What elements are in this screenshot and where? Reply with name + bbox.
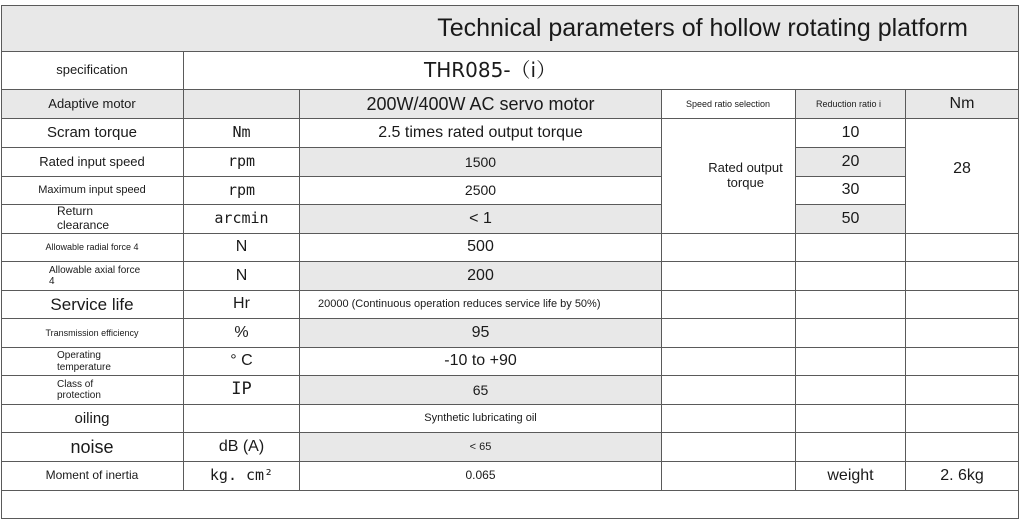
weight-value: 2. 6kg	[906, 462, 1019, 491]
row-unit-maximum-input-speed: rpm	[184, 177, 300, 205]
row-unit-transmission-efficiency: %	[184, 319, 300, 348]
empty-cell	[662, 319, 796, 348]
row-label-line: protection	[57, 390, 101, 401]
row-value-class-of-protection: 65	[300, 376, 662, 405]
row-label-allowable-axial-force	[1, 262, 184, 291]
row-value-allowable-axial-force: 200	[300, 262, 662, 291]
empty-cell	[662, 291, 796, 319]
technical-parameters-table	[1, 5, 1019, 519]
row-value-rated-input-speed: 1500	[300, 148, 662, 177]
reduction-ratio-20: 20	[796, 148, 906, 177]
row-label-line: 4	[49, 276, 55, 287]
empty-cell	[906, 319, 1019, 348]
row-value-allowable-radial-force: 500	[300, 234, 662, 262]
row-unit-allowable-radial-force: N	[184, 234, 300, 262]
empty-cell	[796, 291, 906, 319]
row-label-allowable-radial-force: Allowable radial force 4	[1, 234, 184, 262]
empty-cell	[662, 433, 796, 462]
empty-cell	[906, 433, 1019, 462]
rated-output-torque-value: 28	[906, 119, 1019, 234]
row-label-rated-input-speed: Rated input speed	[1, 148, 184, 177]
empty-cell	[662, 234, 796, 262]
empty-cell	[796, 234, 906, 262]
row-unit-noise: dB (A)	[184, 433, 300, 462]
empty-cell	[662, 262, 796, 291]
row-unit-return-clearance: arcmin	[184, 205, 300, 234]
adaptive-motor-unit	[184, 90, 300, 119]
empty-cell	[796, 262, 906, 291]
row-label-line: Operating	[57, 350, 101, 361]
row-value-maximum-input-speed: 2500	[300, 177, 662, 205]
row-label-line: Allowable axial force	[49, 264, 141, 276]
reduction-ratio-50: 50	[796, 205, 906, 234]
row-unit-service-life: Hr	[184, 291, 300, 319]
speed-ratio-selection-header: Speed ratio selection	[662, 90, 796, 119]
adaptive-motor-value: 200W/400W AC servo motor	[300, 90, 662, 119]
row-label-line: Return	[57, 205, 94, 219]
row-unit-rated-input-speed: rpm	[184, 148, 300, 177]
specification-value: THR085-（i）	[184, 52, 1019, 90]
row-label-line: clearance	[57, 218, 110, 232]
row-label-line: Class of	[57, 378, 94, 390]
empty-cell	[796, 405, 906, 433]
row-unit-operating-temperature: ° C	[184, 348, 300, 376]
row-value-service-life: 20000 (Continuous operation reduces service life by 50%)	[300, 291, 662, 319]
row-label-line: temperature	[57, 361, 111, 373]
empty-cell	[906, 262, 1019, 291]
table-title: Technical parameters of hollow rotating platform	[1, 5, 1019, 52]
row-value-moment-of-inertia: 0.065	[300, 462, 662, 491]
row-label-class-of-protection	[1, 376, 184, 405]
empty-cell	[796, 319, 906, 348]
empty-cell	[906, 348, 1019, 376]
empty-cell	[906, 291, 1019, 319]
reduction-ratio-30: 30	[796, 177, 906, 205]
row-label-service-life: Service life	[1, 291, 184, 319]
row-unit-class-of-protection: IP	[184, 376, 300, 405]
row-unit-allowable-axial-force: N	[184, 262, 300, 291]
row-label-maximum-input-speed: Maximum input speed	[1, 177, 184, 205]
empty-cell	[796, 376, 906, 405]
row-value-return-clearance: < 1	[300, 205, 662, 234]
row-value-noise: < 65	[300, 433, 662, 462]
row-value-scram-torque: 2.5 times rated output torque	[300, 119, 662, 148]
empty-cell	[662, 376, 796, 405]
row-unit-moment-of-inertia: kg. cm²	[184, 462, 300, 491]
row-value-oiling: Synthetic lubricating oil	[300, 405, 662, 433]
row-label-transmission-efficiency: Transmission efficiency	[1, 319, 184, 348]
torque-unit-header: Nm	[906, 90, 1019, 119]
empty-cell	[906, 234, 1019, 262]
empty-cell	[796, 433, 906, 462]
empty-cell	[796, 348, 906, 376]
row-label-oiling: oiling	[1, 405, 184, 433]
row-unit-scram-torque: Nm	[184, 119, 300, 148]
row-label-noise: noise	[1, 433, 184, 462]
row-label-moment-of-inertia: Moment of inertia	[1, 462, 184, 491]
empty-cell	[906, 405, 1019, 433]
row-unit-oiling	[184, 405, 300, 433]
empty-cell	[662, 348, 796, 376]
row-label-return-clearance	[1, 205, 184, 234]
adaptive-motor-label: Adaptive motor	[1, 90, 184, 119]
empty-cell	[662, 405, 796, 433]
empty-cell	[662, 462, 796, 491]
footer-empty-row	[1, 491, 1019, 519]
empty-cell	[906, 376, 1019, 405]
rated-output-torque-label: Rated output torque	[662, 119, 796, 234]
row-value-operating-temperature: -10 to +90	[300, 348, 662, 376]
reduction-ratio-header: Reduction ratio i	[796, 90, 906, 119]
weight-label: weight	[796, 462, 906, 491]
row-label-operating-temperature	[1, 348, 184, 376]
reduction-ratio-10: 10	[796, 119, 906, 148]
row-value-transmission-efficiency: 95	[300, 319, 662, 348]
row-label-scram-torque: Scram torque	[1, 119, 184, 148]
specification-label: specification	[1, 52, 184, 90]
